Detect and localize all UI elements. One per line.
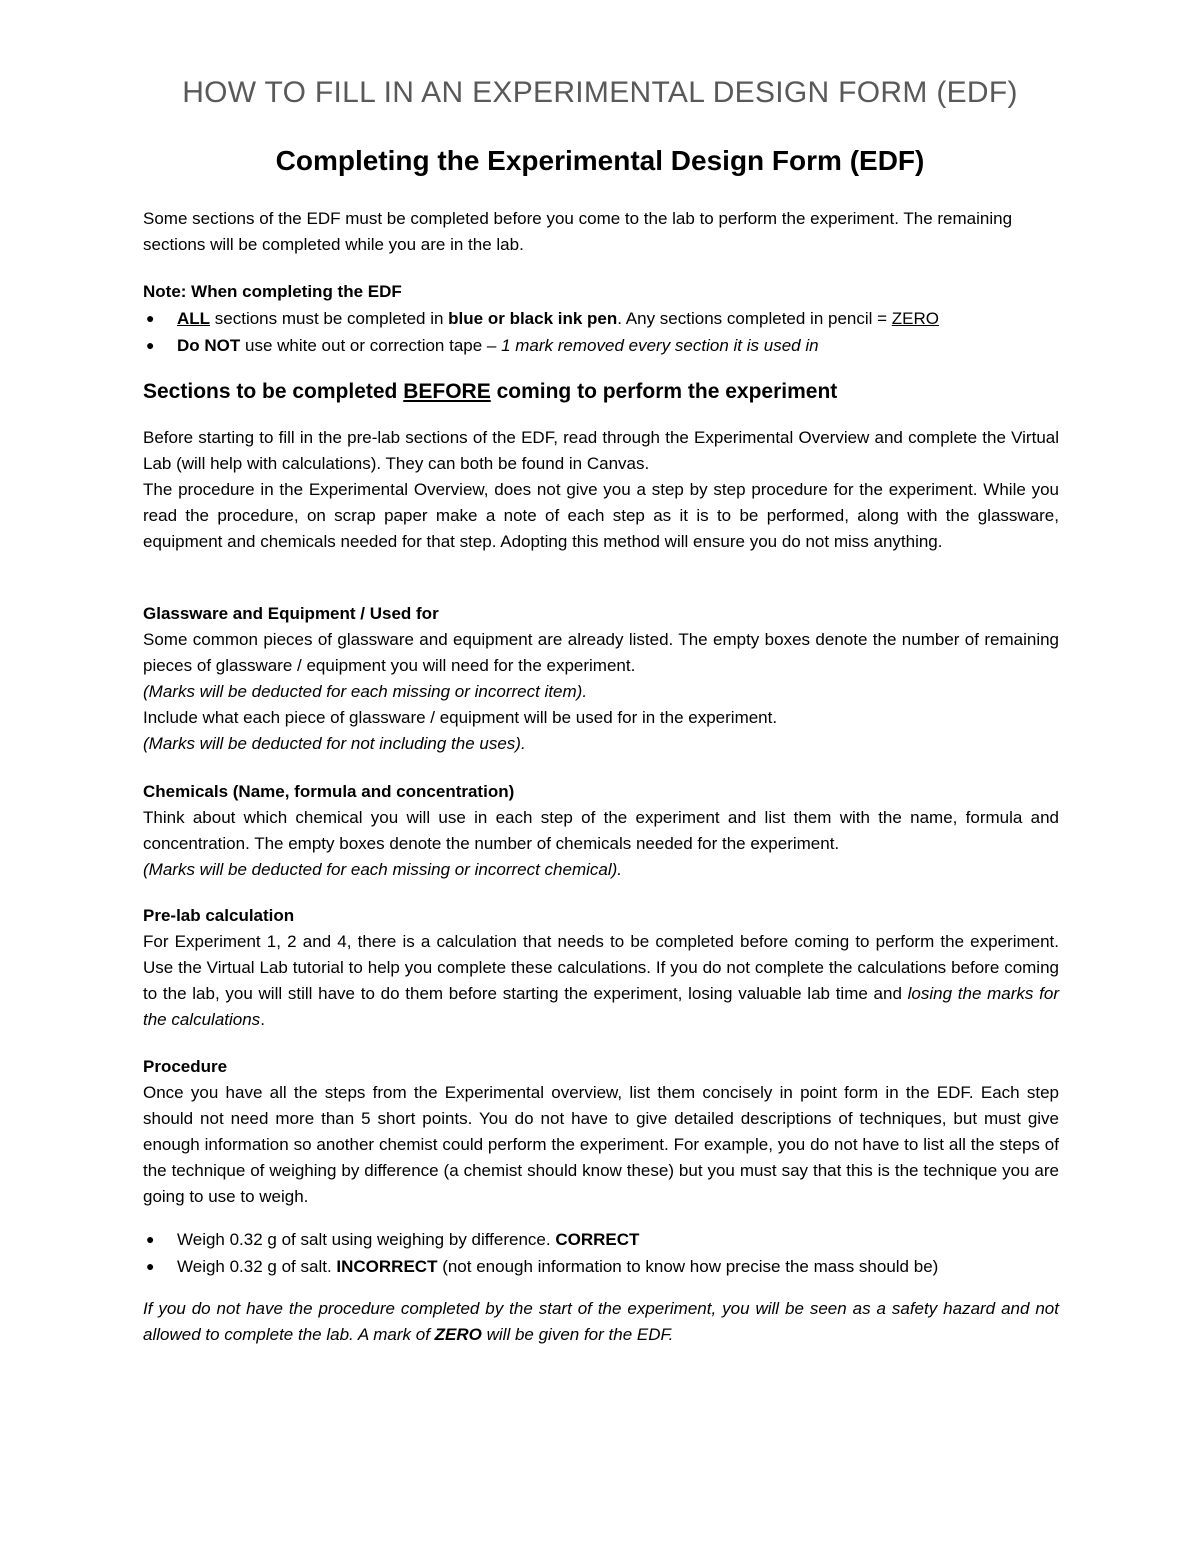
note-list bbox=[143, 305, 1059, 359]
correct-label: CORRECT bbox=[555, 1230, 640, 1249]
list-item: ● Weigh 0.32 g of salt. INCORRECT (not enough information to know how precise the mass should be) bbox=[143, 1253, 1059, 1280]
document-title: HOW TO FILL IN AN EXPERIMENTAL DESIGN FORM (EDF) bbox=[182, 76, 1018, 109]
chemicals-section: Chemicals (Name, formula and concentration) Think about which chemical you will use in each step of the experiment and list them with the name, formula and concentration. The empty boxes denote the number of chemicals needed for the experiment. (Marks will be deducted for each missing or incorrect chemical). bbox=[143, 779, 1059, 883]
glassware-section: Glassware and Equipment / Used for Some common pieces of glassware and equipment are already listed. The empty boxes denote the number of remaining pieces of glassware / equipment you will need for the experiment. (Marks will be deducted for each missing or incorrect item). Include what each piece of glassware / equipment will be used for in the experiment. (Marks will be deducted for not including the uses). bbox=[143, 601, 1059, 757]
bullet-icon: ● bbox=[146, 310, 155, 326]
procedure-section: Procedure Once you have all the steps from the Experimental overview, list them concisely in point form in the EDF. Each step should not need more than 5 short points. You do not have to give detailed descriptions of techniques, but must give enough information so another chemist could perform the experiment. For example, you do not have to list all the steps of the technique of weighing by difference (a chemist should know these) but you must say that this is the technique you are going to use to weigh. bbox=[143, 1054, 1059, 1210]
note-section bbox=[143, 279, 1059, 359]
document-subtitle: Completing the Experimental Design Form (EDF) bbox=[275, 145, 925, 176]
prelab-heading: Pre-lab calculation bbox=[143, 906, 295, 925]
intro-paragraph: Some sections of the EDF must be completed before you come to the lab to perform the experiment. The remaining sections will be completed while you are in the lab. bbox=[143, 209, 1013, 254]
before-paragraph-1: Before starting to fill in the pre-lab sections of the EDF, read through the Experimental Overview and complete the Virtual Lab (will help with calculations). They can both be found in Canvas. bbox=[143, 428, 1059, 473]
procedure-examples bbox=[143, 1226, 1059, 1280]
list-item: ● Do NOT use white out or correction tape – 1 mark removed every section it is used in bbox=[143, 332, 1059, 359]
prelab-section: Pre-lab calculation For Experiment 1, 2 and 4, there is a calculation that needs to be completed before coming to perform the experiment. Use the Virtual Lab tutorial to help you complete these calculations. If you do not complete the calculations before coming to the lab, you will still have to do them before starting the experiment, losing valuable lab time and losing the marks for the calculations. bbox=[143, 903, 1059, 1033]
list-item: ● Weigh 0.32 g of salt using weighing by difference. CORRECT bbox=[143, 1226, 1059, 1253]
list-item: ● ALL sections must be completed in blue or black ink pen. Any sections completed in pencil = ZERO bbox=[143, 305, 1059, 332]
emphasis-all: ALL bbox=[177, 309, 211, 328]
bullet-icon: ● bbox=[146, 1231, 155, 1247]
bullet-icon: ● bbox=[146, 337, 155, 353]
ink-requirement: blue or black ink pen bbox=[448, 309, 618, 328]
chemicals-heading: Chemicals (Name, formula and concentration) bbox=[143, 782, 515, 801]
zero-mark: ZERO bbox=[891, 309, 940, 328]
safety-warning: If you do not have the procedure completed by the start of the experiment, you will be seen as a safety hazard and not allowed to complete the lab. A mark of ZERO will be given for the EDF. bbox=[143, 1299, 1059, 1344]
bullet-icon: ● bbox=[146, 1258, 155, 1274]
procedure-heading: Procedure bbox=[143, 1057, 228, 1076]
glassware-heading: Glassware and Equipment / Used for bbox=[143, 604, 439, 623]
before-paragraph-2: The procedure in the Experimental Overview, does not give you a step by step procedure for the experiment. While you read the procedure, on scrap paper make a note of each step as it is to be performed, along with the glassware, equipment and chemicals needed for that step. Adopting this method will ensure you do not miss anything. bbox=[143, 480, 1059, 551]
note-heading: Note: When completing the EDF bbox=[143, 282, 402, 301]
section-heading-before: Sections to be completed BEFORE coming to perform the experiment bbox=[143, 380, 838, 403]
before-paragraphs bbox=[143, 425, 1059, 555]
incorrect-label: INCORRECT bbox=[336, 1257, 438, 1276]
